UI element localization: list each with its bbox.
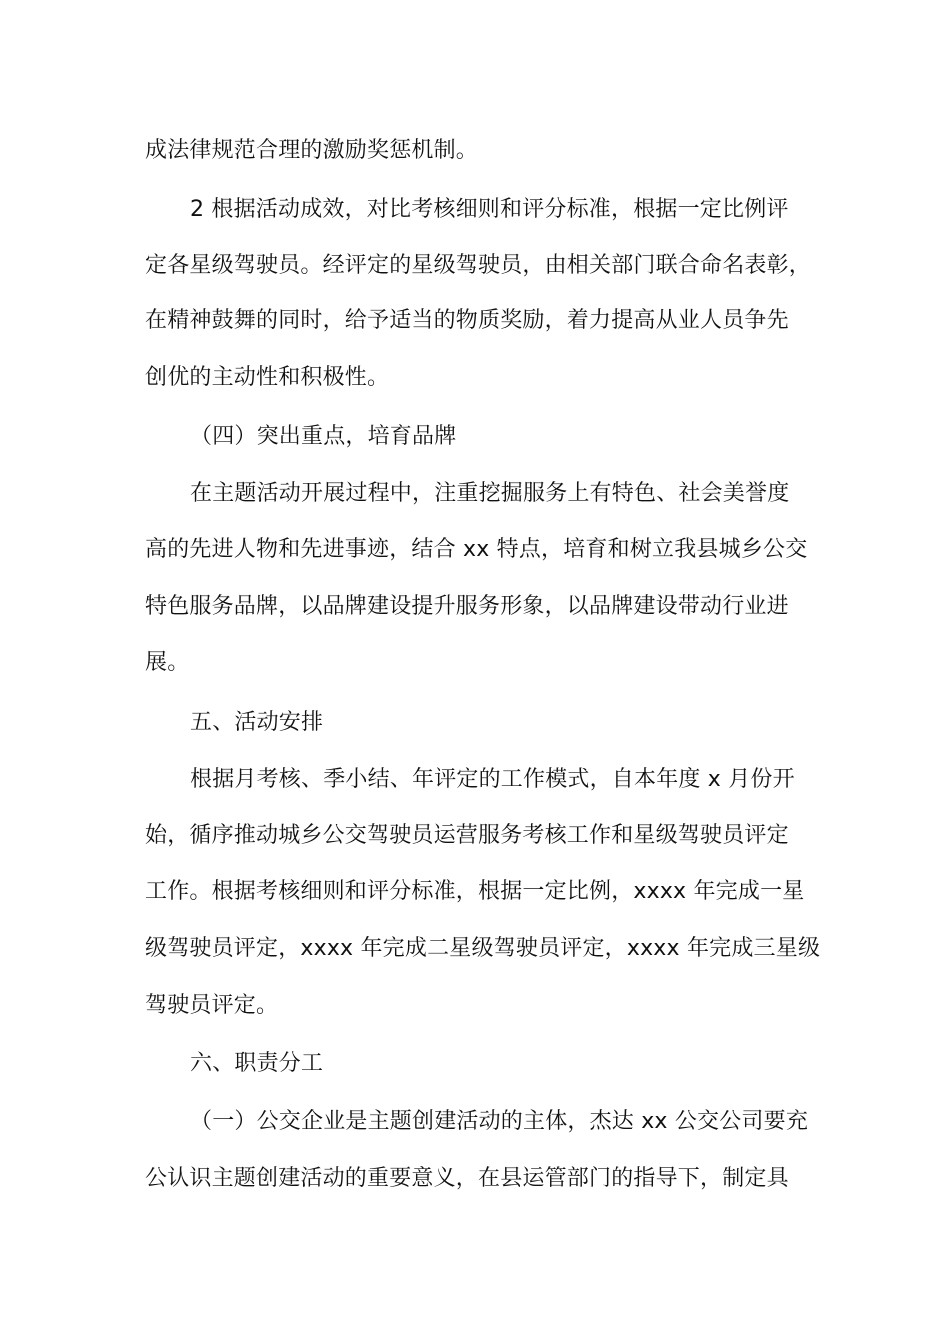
paragraph-line: 工作。根据考核细则和评分标准，根据一定比例，xxxx 年完成一星 (145, 879, 805, 904)
section-heading: 五、活动安排 (190, 710, 324, 735)
paragraph-line: 驾驶员评定。 (145, 993, 279, 1018)
paragraph-line: 在精神鼓舞的同时，给予适当的物质奖励，着力提高从业人员争先 (145, 308, 789, 333)
paragraph-line: 在主题活动开展过程中，注重挖掘服务上有特色、社会美誉度 (190, 481, 790, 506)
section-heading: （四）突出重点，培育品牌 (190, 424, 457, 449)
paragraph-line: 高的先进人物和先进事迹，结合 xx 特点，培育和树立我县城乡公交 (145, 537, 808, 562)
paragraph-line: （一）公交企业是主题创建活动的主体，杰达 xx 公交公司要充 (190, 1109, 809, 1134)
paragraph-line: 展。 (145, 650, 190, 675)
paragraph-line: 定各星级驾驶员。经评定的星级驾驶员，由相关部门联合命名表彰， (145, 253, 812, 278)
paragraph-line: 2 根据活动成效，对比考核细则和评分标准，根据一定比例评 (190, 197, 789, 222)
paragraph-line: 级驾驶员评定，xxxx 年完成二星级驾驶员评定，xxxx 年完成三星级 (145, 936, 821, 961)
paragraph-line: 成法律规范合理的激励奖惩机制。 (145, 138, 479, 163)
paragraph-line: 创优的主动性和积极性。 (145, 365, 390, 390)
paragraph-line: 根据月考核、季小结、年评定的工作模式，自本年度 x 月份开 (190, 767, 795, 792)
section-heading: 六、职责分工 (190, 1051, 324, 1076)
paragraph-line: 特色服务品牌，以品牌建设提升服务形象，以品牌建设带动行业进 (145, 594, 789, 619)
paragraph-line: 始，循序推动城乡公交驾驶员运营服务考核工作和星级驾驶员评定 (145, 823, 789, 848)
paragraph-line: 公认识主题创建活动的重要意义，在县运管部门的指导下，制定具 (145, 1166, 789, 1191)
